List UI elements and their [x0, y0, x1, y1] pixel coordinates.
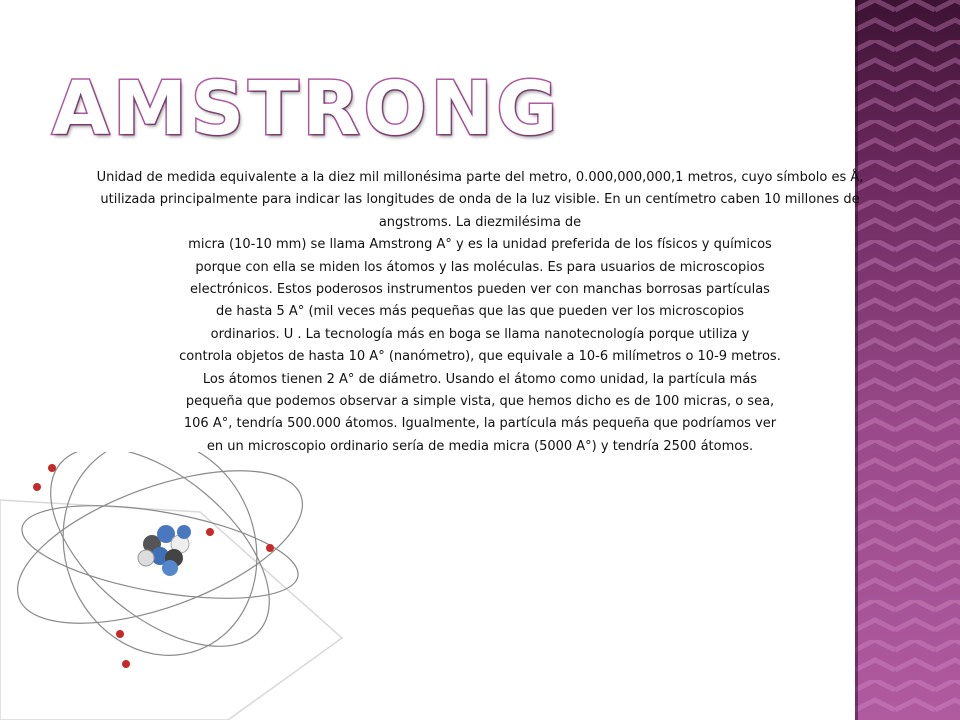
paragraph-line: pequeña que podemos observar a simple vista, que hemos dicho es de 100 micras, o sea,: [185, 394, 775, 410]
atom-model-image: [0, 452, 350, 720]
paragraph-line: Los átomos tienen 2 A° de diámetro. Usando el átomo como unidad, la partícula más: [202, 371, 758, 387]
definition-paragraph: [60, 167, 900, 458]
paragraph-line: controla objetos de hasta 10 A° (nanómetro), que equivale a 10-6 milímetros o 10-9 metros.: [179, 349, 781, 365]
paragraph-line: Unidad de medida equivalente a la diez mil millonésima parte del metro, 0.000,000,000,1 metros, cuyo símbolo es Å,: [96, 170, 864, 185]
paragraph-line: utilizada principalmente para indicar las longitudes de onda de la luz visible. En un centímetro caben 10 millones de: [100, 192, 860, 208]
paragraph-line: electrónicos. Estos poderosos instrumentos pueden ver con manchas borrosas partículas: [190, 282, 770, 298]
slide-title: AMSTRONG: [52, 66, 562, 152]
paragraph-line: micra (10-10 mm) se llama Amstrong A° y es la unidad preferida de los físicos y químicos: [188, 237, 772, 253]
paragraph-line: ordinarios. U . La tecnología más en boga se llama nanotecnología porque utiliza y: [210, 326, 750, 342]
paragraph-line: de hasta 5 A° (mil veces más pequeñas que las que pueden ver los microscopios: [215, 304, 745, 320]
paragraph-line: porque con ella se miden los átomos y las moléculas. Es para usuarios de microscopios: [195, 259, 765, 275]
paragraph-line: en un microscopio ordinario sería de media micra (5000 A°) y tendría 2500 átomos.: [206, 438, 754, 454]
paragraph-line: 106 A°, tendría 500.000 átomos. Igualmente, la partícula más pequeña que podríamos ver: [183, 416, 777, 432]
paragraph-line: angstroms. La diezmilésima de: [378, 214, 582, 230]
